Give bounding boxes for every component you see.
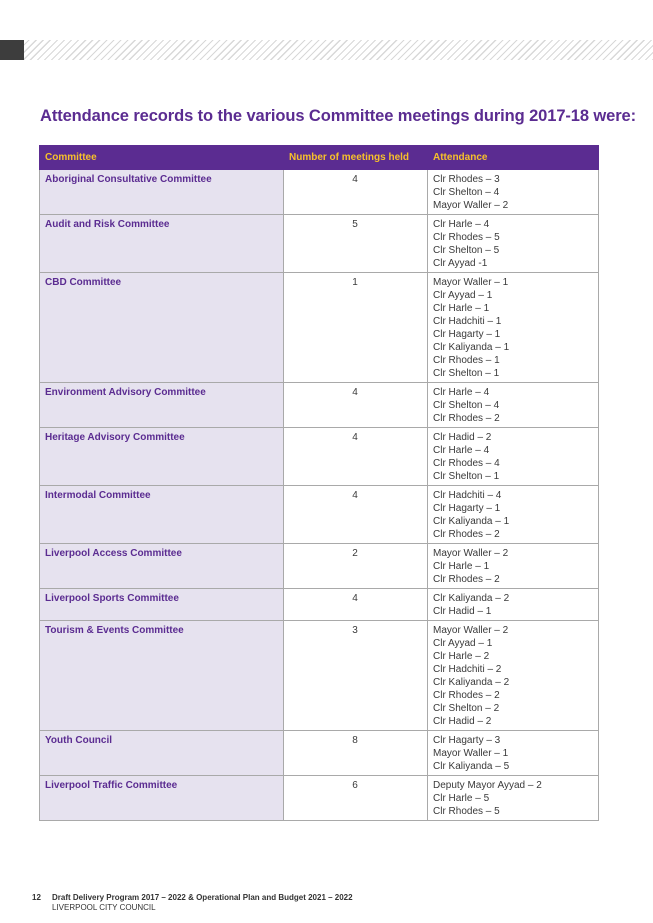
attendance-entry: Clr Hadid – 2 [433, 716, 492, 727]
attendance-entry: Clr Ayyad – 1 [433, 638, 493, 649]
committee-name: CBD Committee [40, 273, 284, 383]
meetings-held: 6 [284, 776, 428, 821]
attendance-entry: Clr Ayyad -1 [433, 258, 488, 269]
attendance-entry: Clr Harle – 4 [433, 219, 490, 230]
committee-name: Tourism & Events Committee [40, 621, 284, 731]
attendance-entry: Clr Hadchiti – 2 [433, 664, 502, 675]
attendance-entry: Deputy Mayor Ayyad – 2 [433, 780, 542, 791]
document-title: Draft Delivery Program 2017 – 2022 & Operational Plan and Budget 2021 – 2022 [52, 893, 353, 902]
attendance-entry: Clr Rhodes – 2 [433, 413, 500, 424]
column-header-committee: Committee [40, 146, 284, 170]
table-row [40, 731, 599, 776]
table-header-row [40, 146, 599, 170]
attendance-entry: Clr Shelton – 2 [433, 703, 500, 714]
attendance-entry: Mayor Waller – 1 [433, 748, 509, 759]
attendance-entry: Clr Harle – 1 [433, 561, 490, 572]
meetings-held: 4 [284, 589, 428, 621]
attendance-entry: Clr Harle – 4 [433, 445, 490, 456]
committee-name: Audit and Risk Committee [40, 215, 284, 273]
meetings-held: 1 [284, 273, 428, 383]
meetings-held: 4 [284, 170, 428, 215]
meetings-held: 4 [284, 428, 428, 486]
attendance-list [428, 215, 599, 273]
attendance-entry: Clr Hadchiti – 4 [433, 490, 502, 501]
committee-name: Liverpool Sports Committee [40, 589, 284, 621]
attendance-entry: Clr Hagarty – 1 [433, 503, 501, 514]
table-row [40, 589, 599, 621]
attendance-entry: Mayor Waller – 2 [433, 200, 509, 211]
table-body [40, 170, 599, 821]
committee-name: Intermodal Committee [40, 486, 284, 544]
committee-name: Liverpool Access Committee [40, 544, 284, 589]
attendance-table [39, 145, 599, 821]
attendance-entry: Clr Rhodes – 4 [433, 458, 500, 469]
meetings-held: 8 [284, 731, 428, 776]
attendance-entry: Clr Rhodes – 2 [433, 529, 500, 540]
committee-name: Aboriginal Consultative Committee [40, 170, 284, 215]
table-row [40, 544, 599, 589]
attendance-entry: Clr Rhodes – 5 [433, 806, 500, 817]
attendance-list [428, 273, 599, 383]
attendance-entry: Clr Shelton – 1 [433, 471, 500, 482]
attendance-entry: Clr Harle – 4 [433, 387, 490, 398]
table-row [40, 621, 599, 731]
attendance-list [428, 486, 599, 544]
attendance-entry: Clr Shelton – 4 [433, 400, 500, 411]
meetings-held: 4 [284, 486, 428, 544]
organization-name: LIVERPOOL CITY COUNCIL [52, 903, 156, 912]
attendance-list [428, 731, 599, 776]
attendance-entry: Clr Hadchiti – 1 [433, 316, 502, 327]
attendance-entry: Clr Kaliyanda – 1 [433, 516, 510, 527]
table-row [40, 215, 599, 273]
decorative-header-band [0, 40, 653, 60]
meetings-held: 5 [284, 215, 428, 273]
table-row [40, 428, 599, 486]
attendance-entry: Clr Harle – 5 [433, 793, 490, 804]
attendance-entry: Clr Hagarty – 1 [433, 329, 501, 340]
attendance-entry: Clr Kaliyanda – 1 [433, 342, 510, 353]
committee-name: Heritage Advisory Committee [40, 428, 284, 486]
attendance-entry: Clr Hagarty – 3 [433, 735, 501, 746]
attendance-entry: Clr Hadid – 1 [433, 606, 492, 617]
attendance-entry: Clr Harle – 1 [433, 303, 490, 314]
header-accent-block [0, 40, 24, 60]
attendance-list [428, 170, 599, 215]
page-heading: Attendance records to the various Committee meetings during 2017-18 were: [40, 107, 637, 125]
attendance-entry: Clr Rhodes – 5 [433, 232, 500, 243]
attendance-list [428, 776, 599, 821]
meetings-held: 2 [284, 544, 428, 589]
attendance-entry: Clr Kaliyanda – 2 [433, 677, 510, 688]
committee-name: Environment Advisory Committee [40, 383, 284, 428]
attendance-list [428, 428, 599, 486]
meetings-held: 4 [284, 383, 428, 428]
attendance-entry: Clr Hadid – 2 [433, 432, 492, 443]
meetings-held: 3 [284, 621, 428, 731]
attendance-entry: Clr Shelton – 4 [433, 187, 500, 198]
attendance-entry: Mayor Waller – 2 [433, 625, 509, 636]
attendance-entry: Clr Ayyad – 1 [433, 290, 493, 301]
attendance-entry: Clr Rhodes – 2 [433, 574, 500, 585]
attendance-entry: Clr Rhodes – 3 [433, 174, 500, 185]
attendance-list [428, 544, 599, 589]
attendance-entry: Clr Kaliyanda – 5 [433, 761, 510, 772]
table-row [40, 486, 599, 544]
attendance-entry: Mayor Waller – 2 [433, 548, 509, 559]
committee-name: Youth Council [40, 731, 284, 776]
attendance-entry: Clr Rhodes – 1 [433, 355, 500, 366]
committee-name: Liverpool Traffic Committee [40, 776, 284, 821]
table-row [40, 273, 599, 383]
attendance-entry: Clr Harle – 2 [433, 651, 490, 662]
table-row [40, 383, 599, 428]
attendance-entry: Clr Shelton – 5 [433, 245, 500, 256]
table-row [40, 776, 599, 821]
attendance-list [428, 621, 599, 731]
table-row [40, 170, 599, 215]
attendance-list [428, 589, 599, 621]
column-header-meetings: Number of meetings held [284, 146, 428, 170]
column-header-attendance: Attendance [428, 146, 599, 170]
attendance-entry: Clr Rhodes – 2 [433, 690, 500, 701]
page-number: 12 [32, 893, 41, 902]
attendance-entry: Mayor Waller – 1 [433, 277, 509, 288]
attendance-entry: Clr Shelton – 1 [433, 368, 500, 379]
attendance-entry: Clr Kaliyanda – 2 [433, 593, 510, 604]
attendance-list [428, 383, 599, 428]
